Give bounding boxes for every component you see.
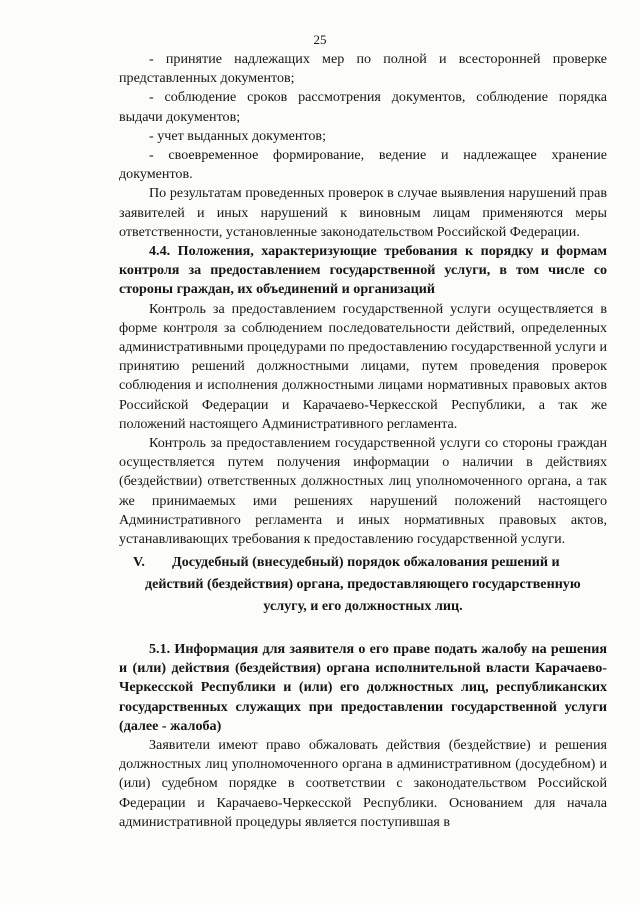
paragraph-control-1: Контроль за предоставлением государственной услуги осуществляется в форме контроля за соблюдением последовательности действий, определенных административными процедурами по предоставлению государственной услуги и принятию решений должностными лицами, путем проведения проверок соблюдения и исполнения должностными лицами нормативных правовых актов Российской Федерации и Карачаево-Черкесской Республики, а так же положений настоящего Административного регламента.: [119, 300, 607, 432]
section-v-number: V.: [133, 554, 145, 570]
section-4-text: [119, 50, 607, 549]
list-item: - принятие надлежащих мер по полной и всесторонней проверке представленных документов;: [119, 51, 607, 87]
paragraph-results: По результатам проведенных проверок в случае выявления нарушений прав заявителей и иных нарушений к виновным лицам применяются меры ответственности, установленные законодательством Российской Федерации.: [119, 185, 607, 240]
heading-5-1: 5.1. Информация для заявителя о его праве подать жалобу на решения и (или) действия (бездействия) органа исполнительной власти Карачаево-Черкесской Республики и (или) его должностных лиц, республиканских государственных служащих при предоставлении государственной услуги (далее - жалоба): [119, 641, 607, 734]
list-item: - учет выданных документов;: [149, 127, 326, 144]
section-v-title-line-2: действий (бездействия) органа, предоставляющего государственную: [145, 576, 581, 592]
list-item: - своевременное формирование, ведение и надлежащее хранение документов.: [119, 147, 607, 183]
page-number: 25: [313, 32, 327, 47]
section-5-text: [119, 640, 607, 832]
list-item: - соблюдение сроков рассмотрения документов, соблюдение порядка выдачи документов;: [119, 89, 607, 125]
section-v-title-line-1: Досудебный (внесудебный) порядок обжалования решений и: [172, 554, 560, 570]
paragraph-control-2: Контроль за предоставлением государственной услуги со стороны граждан осуществляется путем получения информации о наличии в действиях (бездействии) ответственных должностных лиц уполномоченного органа, а так же принимаемых ими решениях нарушений положений настоящего Административного регламента и иных нормативных правовых актов, устанавливающих требования к предоставлению государственной услуги.: [119, 435, 607, 548]
heading-4-4: 4.4. Положения, характеризующие требования к порядку и формам контроля за предоставлением государственной услуги, в том числе со стороны граждан, их объединений и организаций: [119, 243, 607, 298]
section-v-title-line-3: услугу, и его должностных лиц.: [263, 598, 463, 614]
paragraph-applicants: Заявители имеют право обжаловать действия (бездействие) и решения должностных лиц уполномоченного органа в административном (досудебном) и (или) судебном порядке в соответствии с законодательством Российской Федерации и Карачаево-Черкесской Республики. Основанием для начала административной процедуры является поступившая в: [119, 737, 607, 830]
